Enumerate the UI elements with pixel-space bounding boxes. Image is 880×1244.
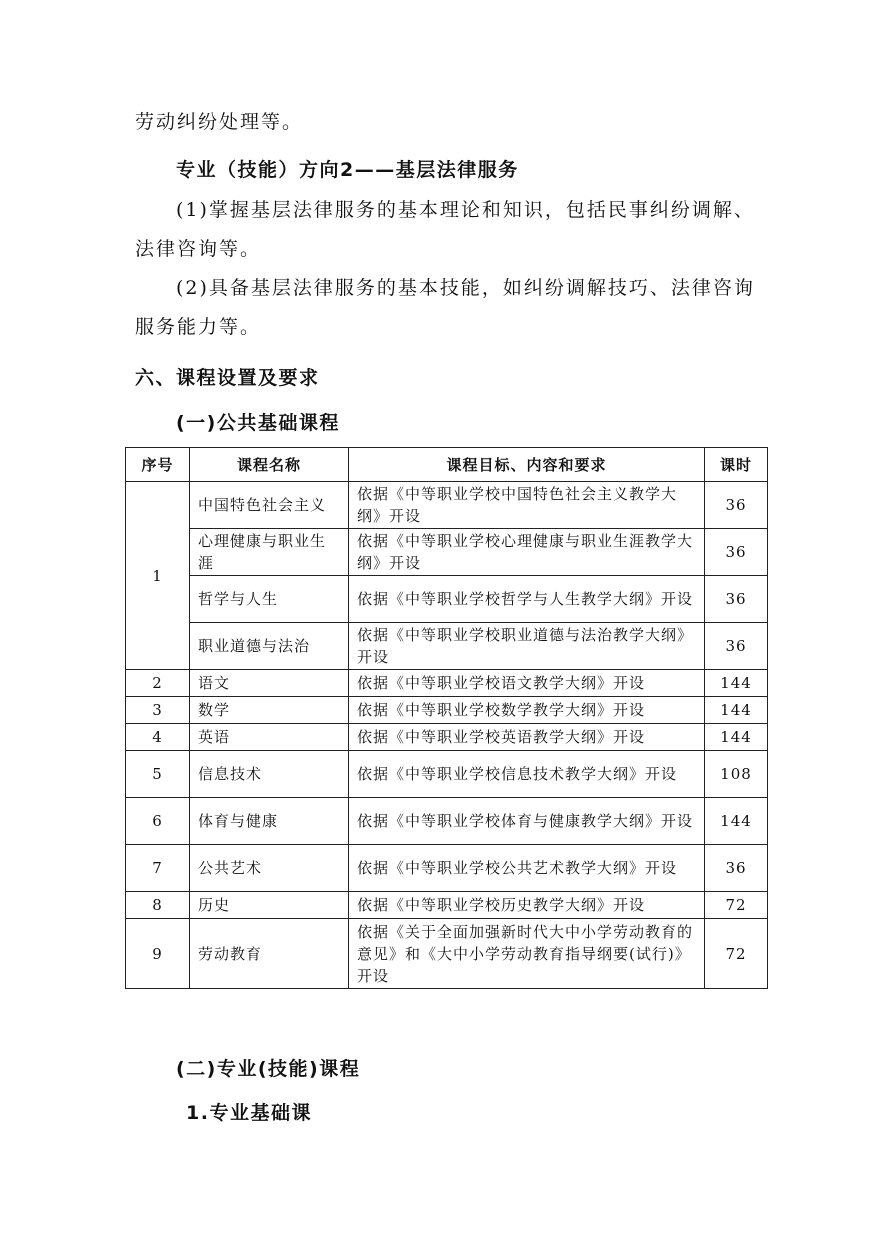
requirement-2-line2: 服务能力等。 (135, 316, 262, 338)
requirement-2-line1: (2)具备基层法律服务的基本技能，如纠纷调解技巧、法律咨询 (176, 277, 755, 299)
course-desc: 依据《关于全面加强新时代大中小学劳动教育的意见》和《大中小学劳动教育指导纲要(试行)》开设 (349, 919, 705, 989)
course-name: 公共艺术 (190, 845, 349, 892)
section-6-heading: 六、课程设置及要求 (135, 367, 320, 389)
course-hours: 144 (705, 670, 768, 697)
course-name: 哲学与人生 (190, 576, 349, 623)
course-name: 心理健康与职业生涯 (190, 529, 349, 576)
table-row (126, 482, 768, 529)
table-row (126, 623, 768, 670)
table-row (126, 919, 768, 989)
course-name: 历史 (190, 892, 349, 919)
course-desc: 依据《中等职业学校英语教学大纲》开设 (349, 724, 705, 751)
table-row (126, 529, 768, 576)
professional-foundation-heading: 1.专业基础课 (186, 1102, 312, 1124)
row-number: 2 (126, 670, 190, 697)
course-hours: 36 (705, 576, 768, 623)
course-name: 体育与健康 (190, 798, 349, 845)
course-desc: 依据《中等职业学校心理健康与职业生涯教学大纲》开设 (349, 529, 705, 576)
course-desc: 依据《中等职业学校信息技术教学大纲》开设 (349, 751, 705, 798)
row-number: 9 (126, 919, 190, 989)
requirement-1-line1: (1)掌握基层法律服务的基本理论和知识，包括民事纠纷调解、 (176, 199, 755, 221)
course-desc: 依据《中等职业学校历史教学大纲》开设 (349, 892, 705, 919)
course-hours: 144 (705, 697, 768, 724)
course-hours: 144 (705, 724, 768, 751)
course-name: 劳动教育 (190, 919, 349, 989)
direction-2-heading: 专业（技能）方向2——基层法律服务 (176, 159, 519, 181)
paragraph-continuation: 劳动纠纷处理等。 (135, 111, 304, 133)
table-row (126, 576, 768, 623)
row-number: 3 (126, 697, 190, 724)
row-number: 4 (126, 724, 190, 751)
course-name: 数学 (190, 697, 349, 724)
header-course-goals: 课程目标、内容和要求 (349, 448, 705, 482)
course-hours: 144 (705, 798, 768, 845)
row-number: 1 (126, 482, 190, 670)
course-hours: 36 (705, 845, 768, 892)
course-hours: 72 (705, 892, 768, 919)
row-number: 8 (126, 892, 190, 919)
course-hours: 36 (705, 482, 768, 529)
course-name: 信息技术 (190, 751, 349, 798)
professional-courses-heading: (二)专业(技能)课程 (176, 1058, 361, 1080)
table-row (126, 845, 768, 892)
table-row (126, 798, 768, 845)
course-hours: 36 (705, 529, 768, 576)
course-hours: 72 (705, 919, 768, 989)
requirement-1-line2: 法律咨询等。 (135, 238, 262, 260)
row-number: 7 (126, 845, 190, 892)
course-desc: 依据《中等职业学校职业道德与法治教学大纲》开设 (349, 623, 705, 670)
public-course-table (125, 447, 768, 989)
table-row (126, 892, 768, 919)
course-desc: 依据《中等职业学校公共艺术教学大纲》开设 (349, 845, 705, 892)
header-number: 序号 (126, 448, 190, 482)
course-name: 英语 (190, 724, 349, 751)
course-desc: 依据《中等职业学校语文教学大纲》开设 (349, 670, 705, 697)
course-desc: 依据《中等职业学校哲学与人生教学大纲》开设 (349, 576, 705, 623)
table-header-row (126, 448, 768, 482)
course-desc: 依据《中等职业学校体育与健康教学大纲》开设 (349, 798, 705, 845)
row-number: 5 (126, 751, 190, 798)
table-row (126, 697, 768, 724)
table-row (126, 670, 768, 697)
header-course-name: 课程名称 (190, 448, 349, 482)
course-desc: 依据《中等职业学校数学教学大纲》开设 (349, 697, 705, 724)
course-hours: 108 (705, 751, 768, 798)
course-name: 中国特色社会主义 (190, 482, 349, 529)
row-number: 6 (126, 798, 190, 845)
table-row (126, 724, 768, 751)
course-name: 职业道德与法治 (190, 623, 349, 670)
header-hours: 课时 (705, 448, 768, 482)
course-name: 语文 (190, 670, 349, 697)
public-courses-heading: (一)公共基础课程 (176, 412, 340, 434)
course-hours: 36 (705, 623, 768, 670)
course-desc: 依据《中等职业学校中国特色社会主义教学大纲》开设 (349, 482, 705, 529)
table-row (126, 751, 768, 798)
